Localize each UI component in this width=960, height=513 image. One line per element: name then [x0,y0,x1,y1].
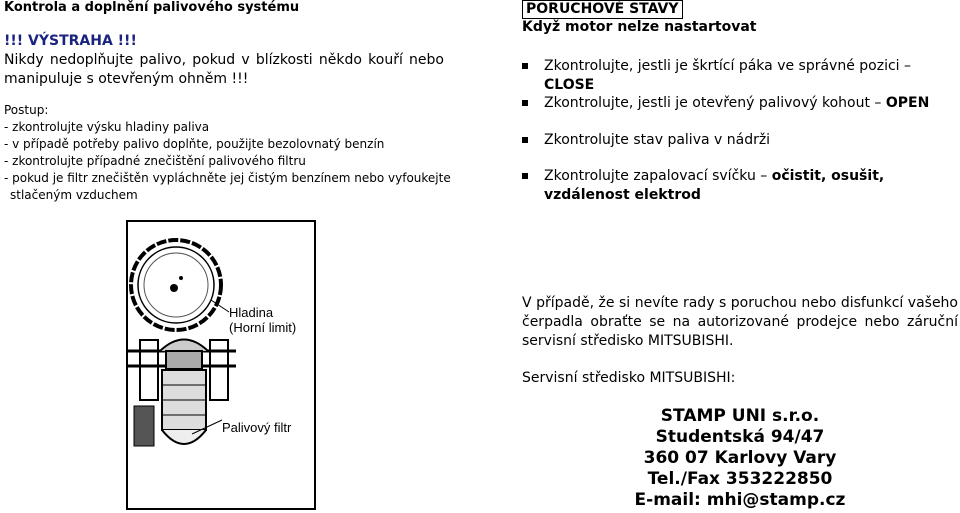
address-city: 360 07 Karlovy Vary [643,448,837,468]
bullet-icon [522,173,528,179]
check-text: Zkontrolujte stav paliva v nádrži [544,132,771,148]
warning-title: !!! VÝSTRAHA !!! [4,33,137,49]
service-address [560,406,920,511]
steps-title: Postup: [4,103,49,117]
check-item-fuel-level [522,131,958,150]
label-level: Hladina [229,305,274,320]
check-value: CLOSE [544,77,595,93]
troubleshooting-subtitle: Když motor nelze nastartovat [522,19,757,35]
label-fuel-filter: Palivový filtr [222,420,292,435]
bullet-icon [522,100,528,106]
address-street: Studentská 94/47 [655,427,825,447]
troubleshooting-heading: PORUCHOVÉ STAVY [522,0,683,19]
section-title-fuel-system: Kontrola a doplnění palivového systému [4,0,300,15]
address-company: STAMP UNI s.r.o. [660,406,820,426]
step-item: - v případě potřeby palivo doplňte, použijte bezolovnatý benzín [4,137,385,151]
check-item-throttle [522,57,958,95]
procedure-steps [4,102,451,204]
check-text: Zkontrolujte zapalovací svíčku – [544,168,772,184]
step-item: - pokud je filtr znečištěn vypláchněte jej čistým benzínem nebo vyfoukejte [4,171,451,185]
check-text: Zkontrolujte, jestli je škrtící páka ve správné pozici – [544,58,912,74]
bullet-icon [522,137,528,143]
label-level-limit: (Horní limit) [229,320,297,335]
check-value: očistit, osušit, vzdálenost elektrod [544,168,885,203]
warning-text: Nikdy nedoplňujte palivo, pokud v blízkosti někdo kouří nebo manipuluje s otevřeným ohněm !!! [4,52,444,87]
check-item-fuel-cock [522,94,958,113]
service-center-label: Servisní středisko MITSUBISHI: [522,370,736,386]
fuel-tank-diagram [126,220,316,510]
check-item-spark-plug [522,167,958,205]
check-value: OPEN [885,95,930,111]
contact-paragraph: V případě, že si nevíte rady s poruchou nebo disfunkcí vašeho čerpadla obraťte se na autorizované prodejce nebo záruční servisní středisko MITSUBISHI. [522,295,958,349]
check-text: Zkontrolujte, jestli je otevřený palivový kohout – [544,95,886,111]
bullet-icon [522,63,528,69]
address-email: E-mail: mhi@stamp.cz [634,490,846,510]
step-item: - zkontrolujte případné znečištění palivového filtru [4,154,306,168]
step-item: - zkontrolujte výsku hladiny paliva [4,120,210,134]
address-phone: Tel./Fax 353222850 [647,469,833,489]
step-item: stlačeným vzduchem [10,188,138,202]
